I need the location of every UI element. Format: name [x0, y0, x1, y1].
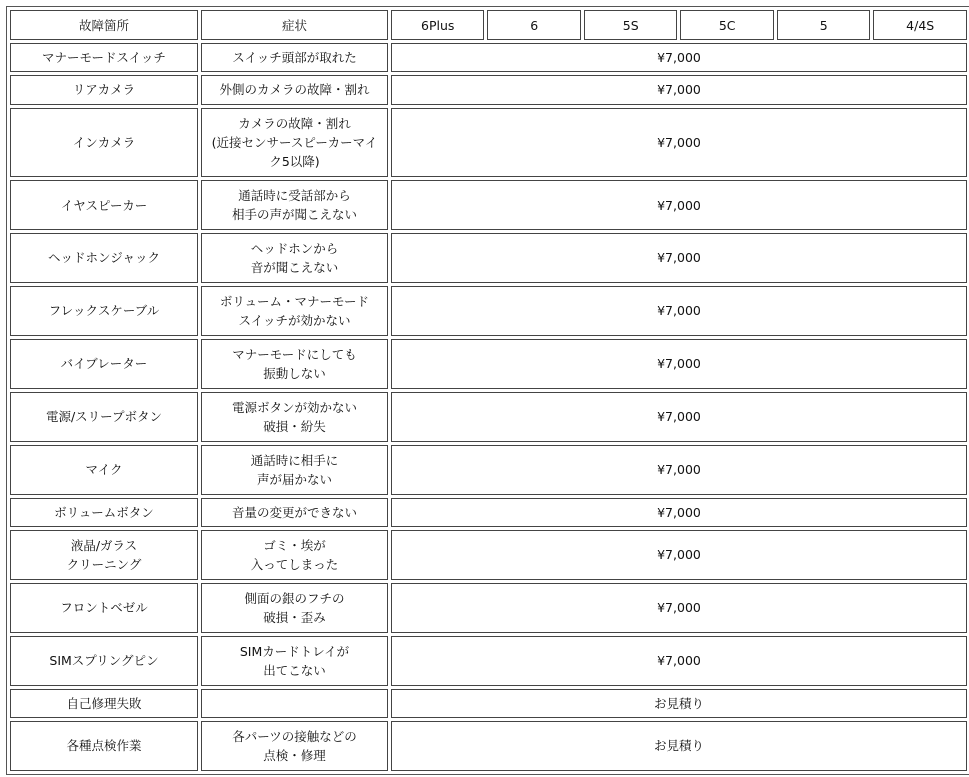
symptom-cell: ヘッドホンから 音が聞こえない [201, 233, 388, 283]
price-cell: ¥7,000 [391, 498, 967, 527]
table-row [10, 75, 967, 104]
symptom-cell: 通話時に受話部から 相手の声が聞こえない [201, 180, 388, 230]
price-cell: ¥7,000 [391, 339, 967, 389]
part-cell: 液晶/ガラス クリーニング [10, 530, 198, 580]
header-part: 故障箇所 [10, 10, 198, 40]
price-cell: ¥7,000 [391, 233, 967, 283]
header-model-4-4s: 4/4S [873, 10, 967, 40]
price-cell: ¥7,000 [391, 108, 967, 177]
table-row [10, 689, 967, 718]
part-cell: 各種点検作業 [10, 721, 198, 771]
table-row [10, 445, 967, 495]
part-cell: SIMスプリングピン [10, 636, 198, 686]
part-cell: リアカメラ [10, 75, 198, 104]
part-cell: 電源/スリープボタン [10, 392, 198, 442]
header-model-6plus: 6Plus [391, 10, 484, 40]
table-row [10, 721, 967, 771]
price-cell: ¥7,000 [391, 583, 967, 633]
symptom-cell: 各パーツの接触などの 点検・修理 [201, 721, 388, 771]
price-cell: ¥7,000 [391, 286, 967, 336]
symptom-cell: 側面の銀のフチの 破損・歪み [201, 583, 388, 633]
table-row [10, 392, 967, 442]
part-cell: バイブレーター [10, 339, 198, 389]
symptom-cell: マナーモードにしても 振動しない [201, 339, 388, 389]
price-cell: ¥7,000 [391, 445, 967, 495]
part-cell: ヘッドホンジャック [10, 233, 198, 283]
repair-price-table [6, 6, 969, 775]
header-model-5c: 5C [680, 10, 773, 40]
symptom-cell: カメラの故障・割れ (近接センサースピーカーマイク5以降) [201, 108, 388, 177]
part-cell: フロントベゼル [10, 583, 198, 633]
price-cell: お見積り [391, 689, 967, 718]
price-cell: お見積り [391, 721, 967, 771]
table-row [10, 233, 967, 283]
table-row [10, 583, 967, 633]
part-cell: ボリュームボタン [10, 498, 198, 527]
price-cell: ¥7,000 [391, 75, 967, 104]
header-symptom: 症状 [201, 10, 388, 40]
symptom-cell: スイッチ頭部が取れた [201, 43, 388, 72]
symptom-cell: SIMカードトレイが 出てこない [201, 636, 388, 686]
table-row [10, 636, 967, 686]
header-row [10, 10, 967, 40]
header-model-5s: 5S [584, 10, 677, 40]
header-model-6: 6 [487, 10, 580, 40]
symptom-cell: 外側のカメラの故障・割れ [201, 75, 388, 104]
price-cell: ¥7,000 [391, 530, 967, 580]
table-row [10, 180, 967, 230]
price-cell: ¥7,000 [391, 43, 967, 72]
symptom-cell: ゴミ・埃が 入ってしまった [201, 530, 388, 580]
part-cell: イヤスピーカー [10, 180, 198, 230]
symptom-cell: 音量の変更ができない [201, 498, 388, 527]
part-cell: マナーモードスイッチ [10, 43, 198, 72]
table-row [10, 43, 967, 72]
symptom-cell: 通話時に相手に 声が届かない [201, 445, 388, 495]
part-cell: 自己修理失敗 [10, 689, 198, 718]
table-row [10, 530, 967, 580]
part-cell: フレックスケーブル [10, 286, 198, 336]
symptom-cell [201, 689, 388, 718]
table-row [10, 498, 967, 527]
price-cell: ¥7,000 [391, 636, 967, 686]
table-row [10, 286, 967, 336]
price-cell: ¥7,000 [391, 180, 967, 230]
table-row [10, 108, 967, 177]
part-cell: インカメラ [10, 108, 198, 177]
header-model-5: 5 [777, 10, 870, 40]
part-cell: マイク [10, 445, 198, 495]
symptom-cell: ボリューム・マナーモード スイッチが効かない [201, 286, 388, 336]
price-cell: ¥7,000 [391, 392, 967, 442]
symptom-cell: 電源ボタンが効かない 破損・紛失 [201, 392, 388, 442]
table-row [10, 339, 967, 389]
